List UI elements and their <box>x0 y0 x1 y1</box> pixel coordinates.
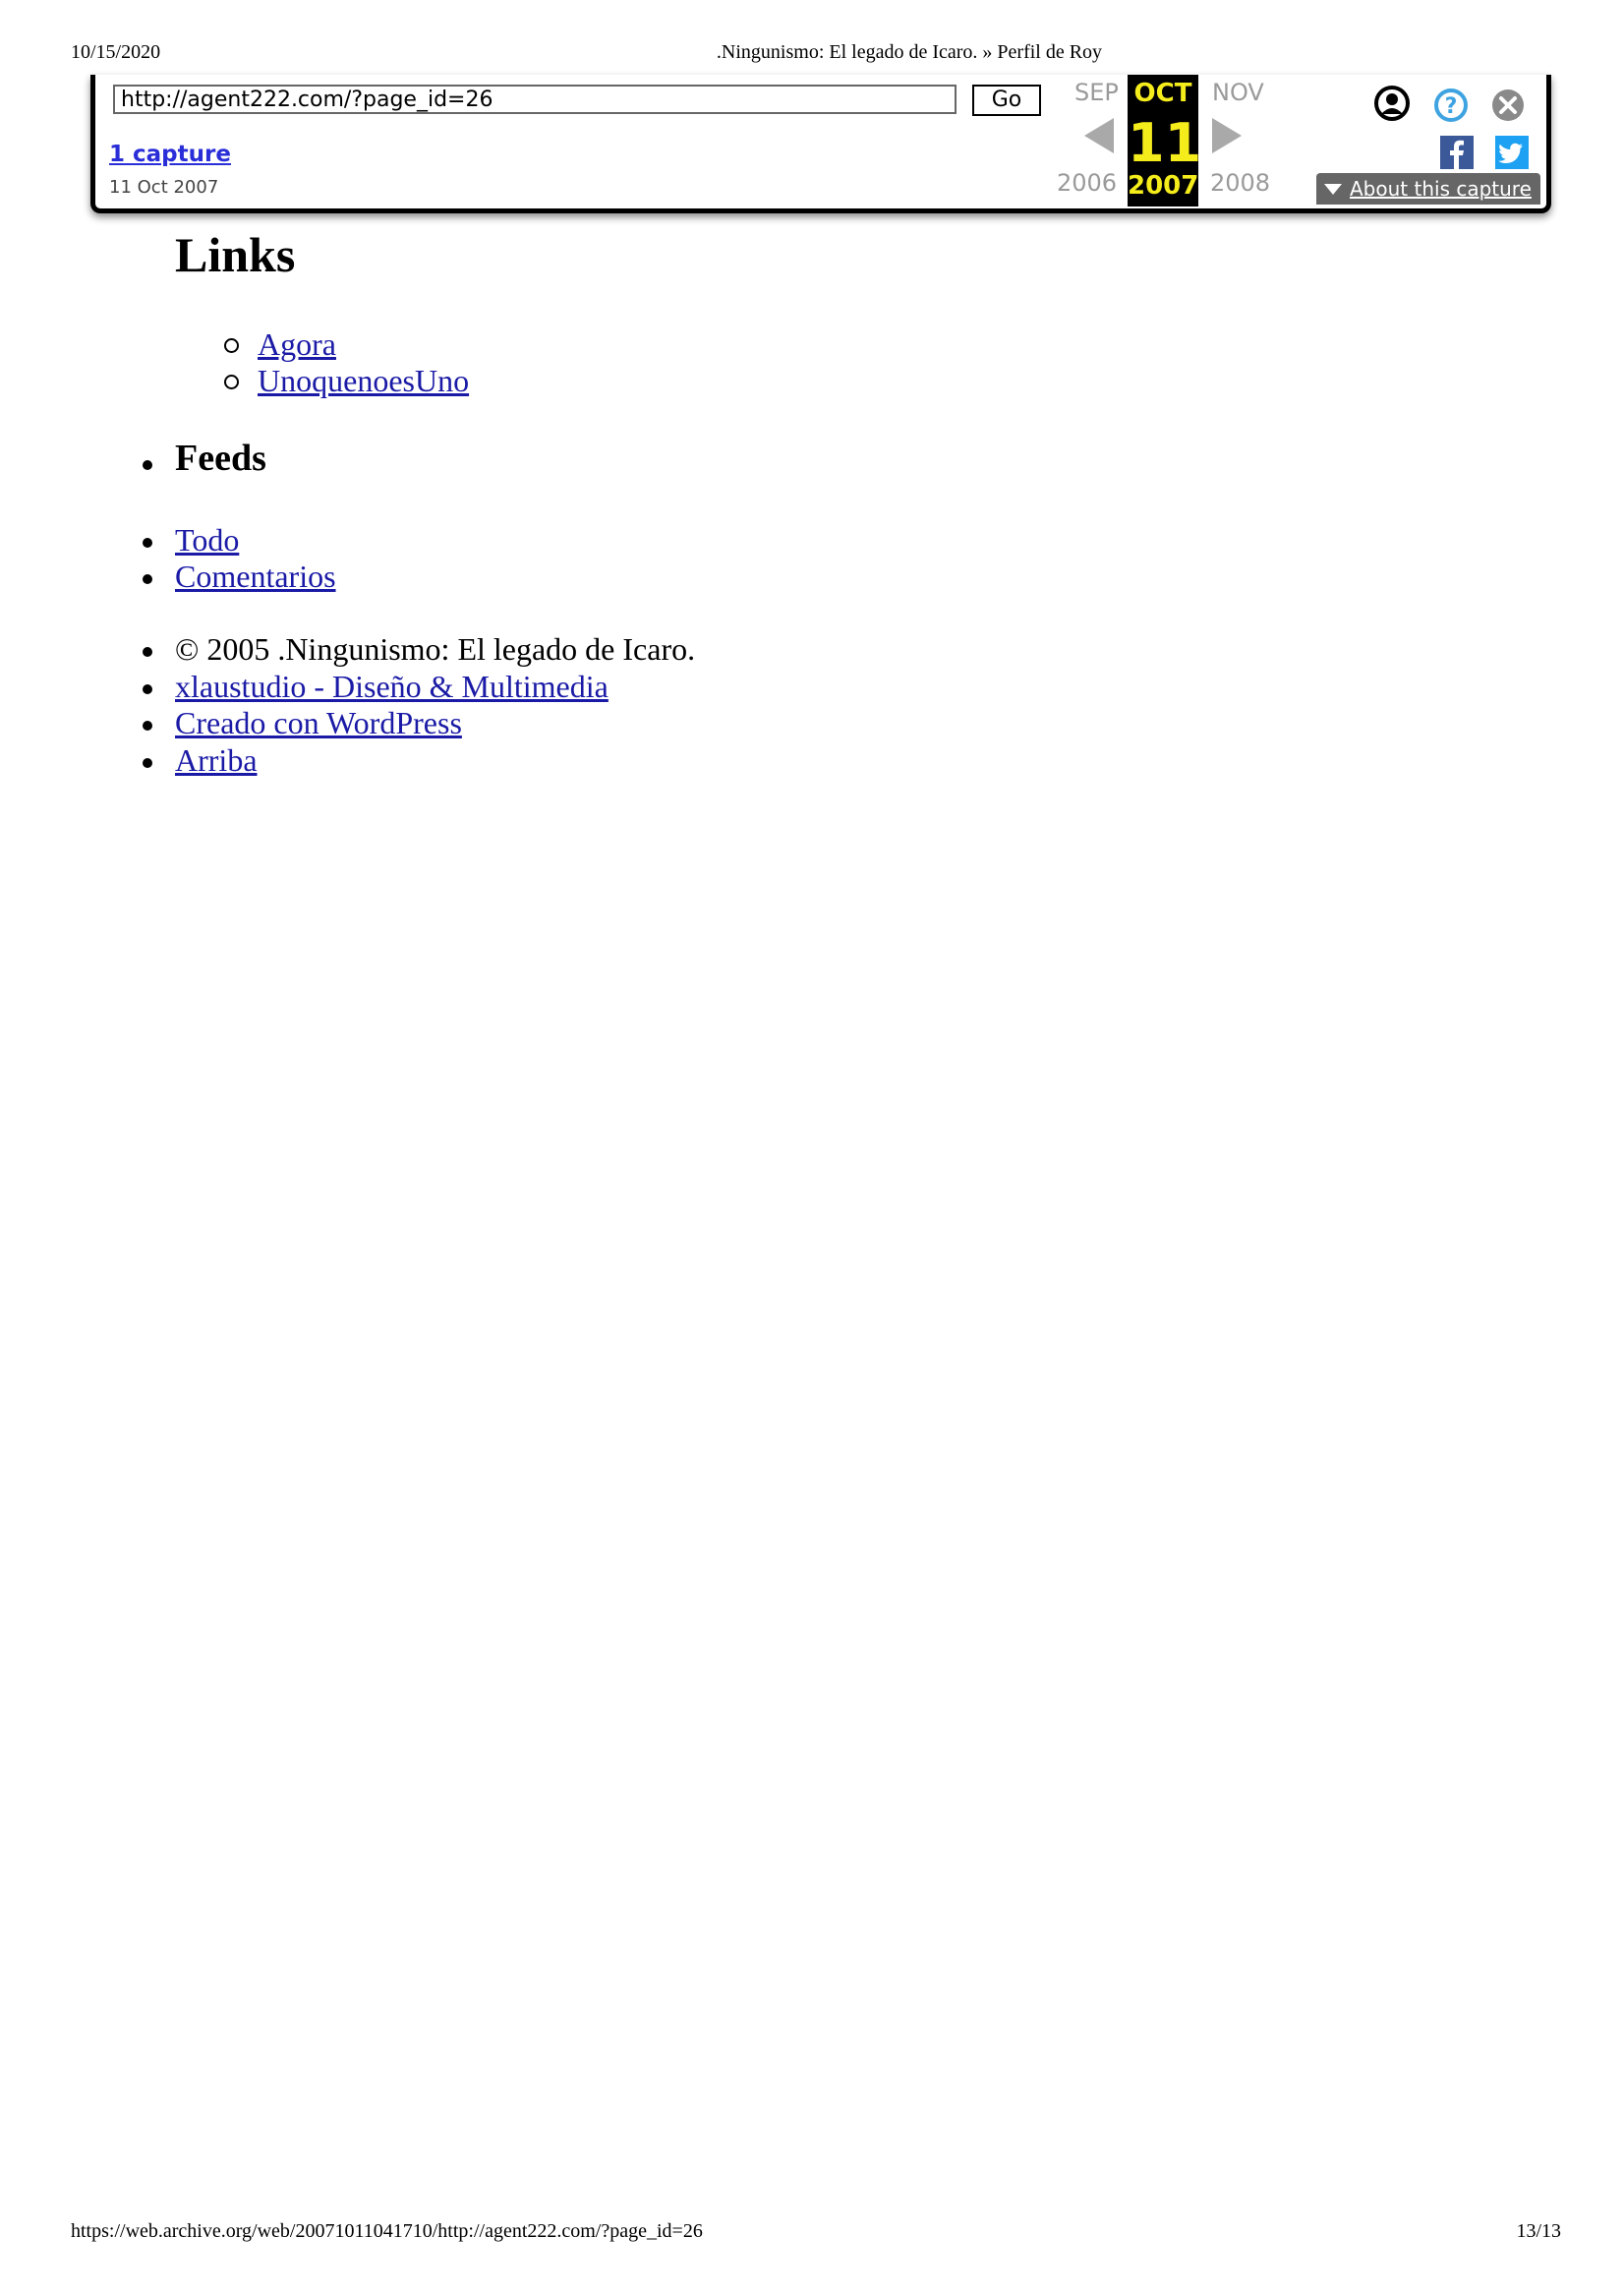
links-list <box>258 326 469 399</box>
feeds-heading: Feeds <box>175 438 266 479</box>
print-url: https://web.archive.org/web/20071011041710/http://agent222.com/?page_id=26 <box>71 2220 703 2242</box>
list-item <box>175 669 695 706</box>
top-link[interactable]: Arriba <box>175 741 258 778</box>
wayback-toolbar <box>90 75 1551 213</box>
current-year-label: 2007 <box>1128 171 1199 201</box>
current-day-label: 11 <box>1128 112 1202 174</box>
close-icon[interactable] <box>1489 87 1527 124</box>
current-capture-calendar <box>1128 75 1202 206</box>
list-item <box>258 363 469 399</box>
list-item <box>175 705 695 742</box>
about-capture-button[interactable]: About this capture <box>1316 173 1540 205</box>
links-heading: Links <box>175 227 296 282</box>
current-month-label: OCT <box>1133 79 1192 108</box>
twitter-icon[interactable] <box>1495 136 1529 169</box>
go-button[interactable]: Go <box>972 85 1041 116</box>
list-item <box>175 522 336 559</box>
prev-capture-arrow-icon[interactable] <box>1084 118 1114 153</box>
facebook-icon[interactable] <box>1440 136 1474 169</box>
xlaustudio-link[interactable]: xlaustudio - Diseño & Multimedia <box>175 668 609 704</box>
svg-text:?: ? <box>1444 94 1458 119</box>
wayback-url-input[interactable] <box>113 85 957 114</box>
feed-link-comentarios[interactable]: Comentarios <box>175 559 336 594</box>
list-item <box>175 742 695 780</box>
link-unoquenoesuno[interactable]: UnoquenoesUno <box>258 363 470 398</box>
list-item <box>175 559 336 595</box>
list-item <box>258 326 469 363</box>
feeds-list <box>175 522 336 595</box>
next-capture-arrow-icon[interactable] <box>1212 118 1242 153</box>
footer-list <box>175 631 695 779</box>
capture-date: 11 Oct 2007 <box>109 177 219 198</box>
print-date: 10/15/2020 <box>71 41 161 63</box>
link-agora[interactable]: Agora <box>258 326 336 362</box>
feed-link-todo[interactable]: Todo <box>175 522 240 558</box>
captures-link[interactable]: 1 capture <box>109 142 231 167</box>
wordpress-link[interactable]: Creado con WordPress <box>175 705 462 740</box>
copyright-text: © 2005 .Ningunismo: El legado de Icaro. <box>175 631 696 667</box>
next-year-label[interactable]: 2008 <box>1210 169 1271 197</box>
help-icon[interactable] <box>1432 87 1470 124</box>
prev-month-label[interactable]: SEP <box>1074 79 1119 106</box>
prev-year-label[interactable]: 2006 <box>1057 169 1118 197</box>
next-month-label[interactable]: NOV <box>1212 79 1264 106</box>
print-page-number: 13/13 <box>1516 2220 1561 2242</box>
print-page-title: .Ningunismo: El legado de Icaro. » Perfil de Roy <box>716 41 1103 63</box>
user-icon[interactable] <box>1373 85 1411 122</box>
